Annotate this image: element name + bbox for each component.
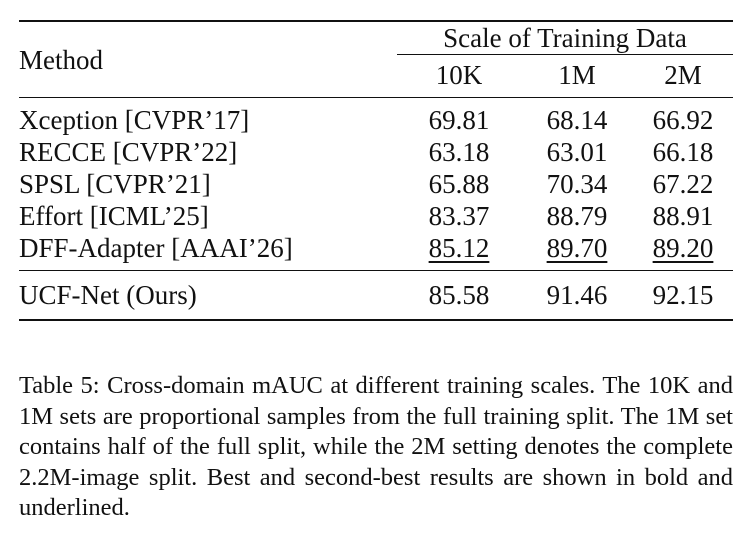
row-value: 63.18	[428, 137, 490, 167]
row-method: Effort [ICML’25]	[19, 201, 209, 231]
row-value: 66.18	[652, 137, 714, 167]
row-method: SPSL [CVPR’21]	[19, 169, 211, 199]
caption-text: Cross-domain mAUC at different training scales. The 10K and 1M sets are proportional samples from the full training split. The 1M set contains half of the full split, while the 2M setting denotes the complete 2.2M-image split. Best and second-best results are shown in bold and underlined.	[19, 372, 733, 521]
row-value: 88.79	[546, 201, 608, 231]
table-row	[19, 136, 733, 168]
row-value: 83.37	[428, 201, 490, 231]
row-value: 65.88	[428, 169, 490, 199]
row-value: 88.91	[652, 201, 714, 231]
row-method: Xception [CVPR’17]	[19, 105, 250, 135]
table-header-row	[19, 21, 733, 55]
column-header-1m: 1M	[521, 55, 633, 98]
second-best-value: 85.12	[428, 233, 490, 263]
row-value: 66.92	[652, 105, 714, 135]
row-value-second-best	[397, 232, 521, 271]
table-row	[19, 168, 733, 200]
best-value: 92.15	[652, 280, 714, 310]
column-header-2m: 2M	[633, 55, 733, 98]
row-value-second-best	[633, 232, 733, 271]
row-value: 70.34	[546, 169, 608, 199]
table-row-ours	[19, 271, 733, 321]
row-value: 68.14	[546, 105, 608, 135]
best-value: 91.46	[546, 280, 608, 310]
table-caption	[19, 371, 733, 524]
column-header-10k: 10K	[397, 55, 521, 98]
method-column-header: Method	[19, 44, 103, 75]
table-row	[19, 232, 733, 271]
row-value-second-best	[521, 232, 633, 271]
results-table	[19, 20, 733, 321]
row-method: RECCE [CVPR’22]	[19, 137, 238, 167]
row-value: 69.81	[428, 105, 490, 135]
scale-group-header: Scale of Training Data	[443, 23, 687, 53]
table-body	[19, 98, 733, 271]
row-value: 63.01	[546, 137, 608, 167]
second-best-value: 89.20	[652, 233, 714, 263]
best-value: 85.58	[428, 280, 490, 310]
table-ours-section	[19, 271, 733, 321]
row-method-ours: UCF-Net (Ours)	[19, 280, 197, 310]
row-value: 67.22	[652, 169, 714, 199]
table-row	[19, 200, 733, 232]
row-method: DFF-Adapter [AAAI’26]	[19, 233, 293, 263]
caption-label: Table 5:	[19, 372, 100, 399]
table-row	[19, 98, 733, 137]
second-best-value: 89.70	[546, 233, 608, 263]
